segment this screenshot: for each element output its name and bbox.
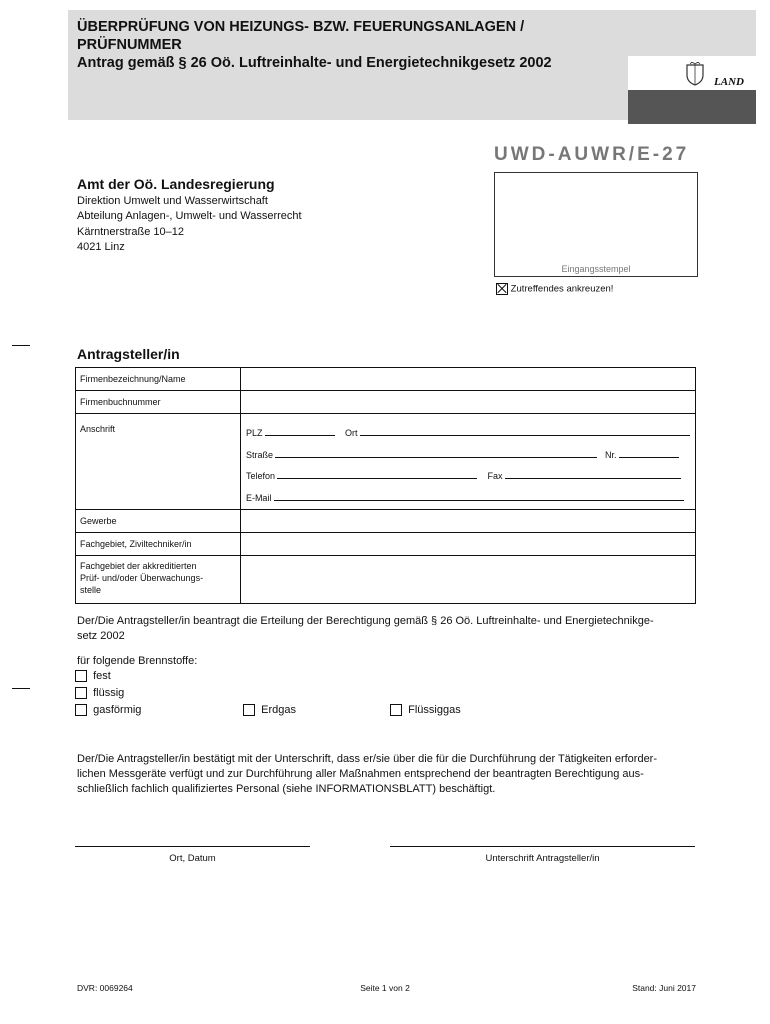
footer-stand: Stand: Juni 2017	[632, 983, 696, 993]
checkbox-icon[interactable]	[390, 704, 402, 716]
label-plz: PLZ	[245, 428, 263, 438]
footer-dvr: DVR: 0069264	[77, 983, 133, 993]
fuels-intro: für folgende Brennstoffe:	[77, 655, 198, 667]
applicant-table	[75, 367, 696, 604]
checkbox-icon[interactable]	[75, 704, 87, 716]
footer-page: Seite 1 von 2	[360, 983, 410, 993]
address-row-email	[246, 488, 690, 510]
label-trade: Gewerbe	[76, 510, 241, 533]
checkbox-icon[interactable]	[75, 687, 87, 699]
address-fields	[240, 414, 695, 510]
input-trade[interactable]	[240, 510, 695, 533]
input-plz[interactable]	[265, 428, 335, 436]
title-line-2: PRÜFNUMMER	[77, 37, 182, 53]
authority-street: Kärntnerstraße 10–12	[77, 226, 185, 238]
place-date-caption: Ort, Datum	[169, 853, 216, 864]
address-row-phone	[246, 466, 690, 488]
input-register-no[interactable]	[240, 391, 695, 414]
receipt-stamp-box	[494, 172, 698, 277]
check-instruction-text: Zutreffendes ankreuzen!	[510, 283, 614, 295]
address-row-plz	[246, 423, 690, 445]
fold-mark	[12, 345, 30, 346]
label-field-accredited: Fachgebiet der akkreditierten Prüf- und/oder Überwachungs- stelle	[76, 556, 241, 604]
checkbox-fest[interactable]: fest	[75, 670, 111, 682]
checkbox-icon[interactable]	[243, 704, 255, 716]
label-field-civil: Fachgebiet, Ziviltechniker/in	[76, 533, 241, 556]
label-ort: Ort	[344, 428, 358, 438]
input-field-accredited[interactable]	[240, 556, 695, 604]
place-date-line[interactable]	[75, 846, 310, 847]
stamp-label: Eingangsstempel	[561, 264, 631, 274]
input-ort[interactable]	[360, 428, 690, 436]
logo-land-text: LAND	[714, 76, 744, 88]
checkbox-erdgas[interactable]: Erdgas	[243, 704, 296, 716]
title-line-3: Antrag gemäß § 26 Oö. Luftreinhalte- und Energietechnikgesetz 2002	[77, 55, 552, 71]
checkbox-fluessiggas[interactable]: Flüssiggas	[390, 704, 461, 716]
label-telefon: Telefon	[245, 471, 275, 481]
form-code: UWD-AUWR/E-27	[494, 144, 690, 165]
input-firm-name[interactable]	[240, 368, 695, 391]
checkbox-gasfoermig[interactable]: gasförmig	[75, 704, 141, 716]
fold-mark	[12, 688, 30, 689]
address-row-street	[246, 445, 690, 467]
confirmation-paragraph: Der/Die Antragsteller/in bestätigt mit der Unterschrift, dass er/sie über die für die Durchführung der Tätigkeiten erforder- lichen Messgeräte verfügt und zur Durchführung aller Maßnahmen entsprechend der beantragten Berechtigung aus- schließlich fachlich qualifiziertes Personal (siehe INFORMATIONSBLATT) beschäftigt.	[77, 753, 658, 795]
label-nr: Nr.	[604, 449, 617, 460]
label-address: Anschrift	[76, 414, 241, 510]
document-title	[77, 18, 552, 72]
input-telefon[interactable]	[277, 471, 477, 479]
signature-line[interactable]	[390, 846, 695, 847]
logo-region-text: OBERÖSTERREICH	[636, 127, 745, 139]
authority-city: 4021 Linz	[77, 241, 125, 253]
checkbox-fluessig[interactable]: flüssig	[75, 687, 124, 699]
coat-of-arms-icon	[684, 62, 706, 86]
authority-line-2: Abteilung Anlagen-, Umwelt- und Wasserrecht	[77, 210, 302, 222]
label-register-no: Firmenbuchnummer	[76, 391, 241, 414]
title-line-1: ÜBERPRÜFUNG VON HEIZUNGS- BZW. FEUERUNGSANLAGEN /	[77, 19, 525, 35]
request-paragraph: Der/Die Antragsteller/in beantragt die Erteilung der Berechtigung gemäß § 26 Oö. Luftreinhalte- und Energietechnikge- setz 2002	[77, 615, 654, 642]
input-fax[interactable]	[505, 471, 681, 479]
label-strasse: Straße	[245, 449, 273, 460]
authority-line-1: Direktion Umwelt und Wasserwirtschaft	[77, 195, 268, 207]
check-instruction	[496, 283, 613, 295]
section-title-applicant: Antragsteller/in	[77, 346, 180, 362]
authority-name: Amt der Oö. Landesregierung	[77, 176, 275, 192]
label-fax: Fax	[487, 471, 503, 481]
region-logo	[628, 56, 756, 139]
input-strasse[interactable]	[275, 450, 597, 458]
checked-box-icon	[496, 283, 508, 295]
label-firm-name: Firmenbezeichnung/Name	[76, 368, 241, 391]
input-nr[interactable]	[619, 450, 679, 458]
signature-caption: Unterschrift Antragsteller/in	[485, 853, 600, 864]
checkbox-icon[interactable]	[75, 670, 87, 682]
label-email: E-Mail	[245, 492, 272, 503]
input-email[interactable]	[274, 493, 684, 501]
input-field-civil[interactable]	[240, 533, 695, 556]
